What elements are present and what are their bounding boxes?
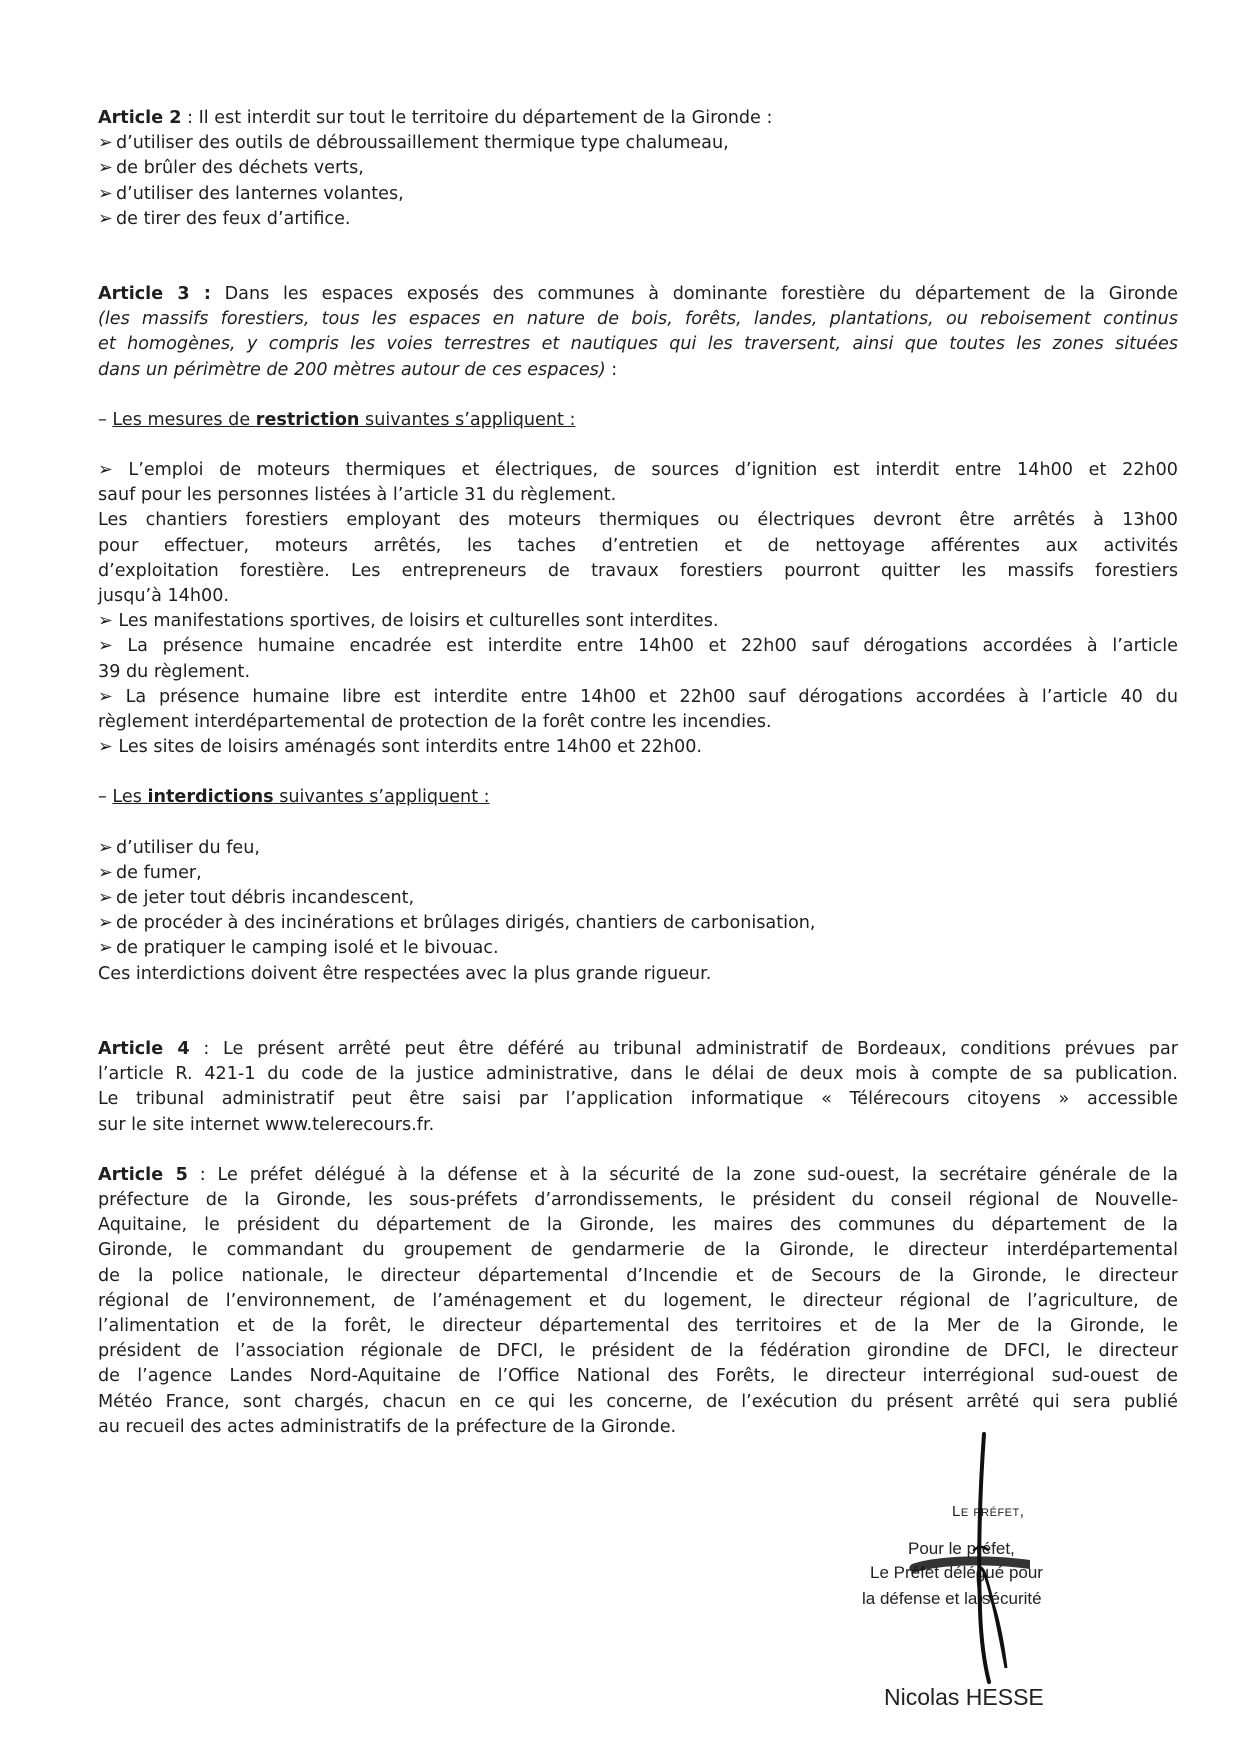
arrow-bullet-icon: ➢ [98,183,113,204]
restriction-line: ➢ La présence humaine encadrée est interdite entre 14h00 et 22h00 sauf dérogations accordées à l’article [98,636,1178,657]
article-2-intro: : Il est interdit sur tout le territoire du département de la Gironde : [181,108,773,128]
restriction-line: ➢ Les sites de loisirs aménagés sont interdits entre 14h00 et 22h00. [98,737,703,758]
article-4: Article 4 : Le présent arrêté peut être déféré au tribunal administratif de Bordeaux, conditions prévues par l’article R. 421-1 du code de la justice administrative, dans le délai de deux mois à compte de sa publication. Le tribunal administratif peut être saisi par l’application informatique « Télérecours citoyens » accessible sur le site internet www.telerecours.fr. [98,1038,1178,1135]
restriction-line: Les chantiers forestiers employant des moteurs thermiques ou électriques devront être arrêtés à 13h00 [98,510,1178,531]
arrow-bullet-icon: ➢ [98,208,113,229]
arrow-bullet-icon: ➢ [98,913,113,934]
restriction-heading: – Les mesures de restriction suivantes s’appliquent : [98,409,576,430]
restriction-line: ➢ L’emploi de moteurs thermiques et électriques, de sources d’ignition est interdit entre 14h00 et 22h00 [98,460,1178,481]
decree-body [98,106,1178,1440]
stamp-line-2: Le Préfet délégué pour [870,1563,1043,1582]
arrow-bullet-icon: ➢ [98,837,113,858]
article-2-label: Article 2 [98,108,182,128]
list-item: ➢ d’utiliser des lanternes volantes, [98,182,1178,207]
arrow-bullet-icon: ➢ [98,862,113,883]
article-2 [98,106,1178,232]
restriction-line: ➢ La présence humaine libre est interdite entre 14h00 et 22h00 sauf dérogations accordées à l’article 40 du [98,686,1178,707]
restriction-line: pour effectuer, moteurs arrêtés, les taches d’entretien et de nettoyage afférentes aux activités [98,535,1178,556]
interdiction-closing: Ces interdictions doivent être respectées avec la plus grande rigueur. [98,963,712,984]
article-5-label: Article 5 [98,1164,188,1185]
signatory-name: Nicolas HESSE [884,1684,1044,1710]
signatory-title: Le préfet, [952,1503,1025,1520]
list-item: ➢ de pratiquer le camping isolé et le bivouac. [98,936,1178,961]
restriction-line: d’exploitation forestière. Les entrepreneurs de travaux forestiers pourront quitter les massifs forestiers [98,560,1178,581]
restriction-line: sauf pour les personnes listées à l’article 31 du règlement. [98,485,617,506]
arrow-bullet-icon: ➢ [98,888,113,909]
list-item: ➢ d’utiliser des outils de débroussaillement thermique type chalumeau, [98,131,1178,156]
list-item: ➢ de fumer, [98,861,1178,886]
interdiction-heading: – Les interdictions suivantes s’appliquent : [98,787,490,808]
list-item: ➢ de brûler des déchets verts, [98,156,1178,181]
article-3-label: Article 3 : [98,284,211,305]
handwritten-signature [880,1400,1030,1690]
article-4-label: Article 4 [98,1038,190,1059]
stamp-line-3: la défense et la sécurité [862,1589,1042,1608]
article-3: Article 3 : Dans les espaces exposés des communes à dominante forestière du département de la Gironde (les massifs forestiers, tous les espaces en nature de bois, forêts, landes, plantations, ou reboisement continus et homogènes, y compris les voies terrestres et nautiques qui les traversent, ainsi que toutes les zones situées dans un périmètre de 200 mètres autour de ces espaces) : – Les mesures de restriction suivantes s’appliquent : ➢ L’emploi de moteurs thermiques et électriques, de sources d’ignition est interdit entre 14h00 et 22h00 sauf pour les personnes listées à l’article 31 du règlement. Les chantiers forestiers employant des moteurs thermiques ou électriques devront être arrêtés à 13h00 pour effectuer, moteurs arrêtés, les taches d’entretien et de nettoyage afférentes aux activités d’exploitation forestière. Les entrepreneurs de travaux forestiers pourront quitter les massifs forestiers jusqu’à 14h00. ➢ Les manifestations sportives, de loisirs et culturelles sont interdites. ➢ La présence humaine encadrée est interdite entre 14h00 et 22h00 sauf dérogations accordées à l’article 39 du règlement. ➢ La présence humaine libre est interdite entre 14h00 et 22h00 sauf dérogations accordées à l’article 40 du règlement interdépartemental de protection de la forêt contre les incendies. ➢ Les sites de loisirs aménagés sont interdits entre 14h00 et 22h00. – Les interdictions suivantes s’appliquent : ➢ d’utiliser du feu, ➢ de fumer, ➢ de jeter tout débris incandescent, ➢ de procéder à des incinérations et brûlages dirigés, chantiers de carbonisation, ➢ de pratiquer le camping isolé et le bivouac. Ces interdictions doivent être respectées avec la plus grande rigueur. [98,282,1178,987]
list-item: ➢ d’utiliser du feu, [98,836,1178,861]
stamp-line-1: Pour le préfet, [908,1539,1015,1558]
arrow-bullet-icon: ➢ [98,938,113,959]
article-5: Article 5 : Le préfet délégué à la défense et à la sécurité de la zone sud-ouest, la secrétaire générale de la préfecture de la Gironde, les sous-préfets d’arrondissements, le président du conseil régional de Nouvelle- Aquitaine, le président du département de la Gironde, les maires des communes du département de la Gironde, le commandant du groupement de gendarmerie de la Gironde, le directeur interdépartemental de la police nationale, le directeur départemental d’Incendie et de Secours de la Gironde, le directeur régional de l’environnement, de l’aménagement et du logement, le directeur régional de l’agriculture, de l’alimentation et de la forêt, le directeur départemental des territoires et de la Mer de la Gironde, le président de l’association régionale de DFCI, le président de la fédération girondine de DFCI, le directeur de l’agence Landes Nord-Aquitaine de l’Office National des Forêts, le directeur interrégional sud-ouest de Météo France, sont chargés, chacun en ce qui les concerne, de l’exécution du présent arrêté qui sera publié au recueil des actes administratifs de la préfecture de la Gironde. [98,1164,1178,1437]
list-item: ➢ de jeter tout débris incandescent, [98,886,1178,911]
restriction-line: jusqu’à 14h00. [98,586,230,607]
restriction-line: 39 du règlement. [98,661,251,682]
list-item: ➢ de tirer des feux d’artifice. [98,207,1178,232]
restriction-line: ➢ Les manifestations sportives, de loisirs et culturelles sont interdites. [98,611,719,632]
restriction-line: règlement interdépartemental de protection de la forêt contre les incendies. [98,712,772,733]
arrow-bullet-icon: ➢ [98,133,113,154]
arrow-bullet-icon: ➢ [98,158,113,179]
list-item: ➢ de procéder à des incinérations et brûlages dirigés, chantiers de carbonisation, [98,911,1178,936]
